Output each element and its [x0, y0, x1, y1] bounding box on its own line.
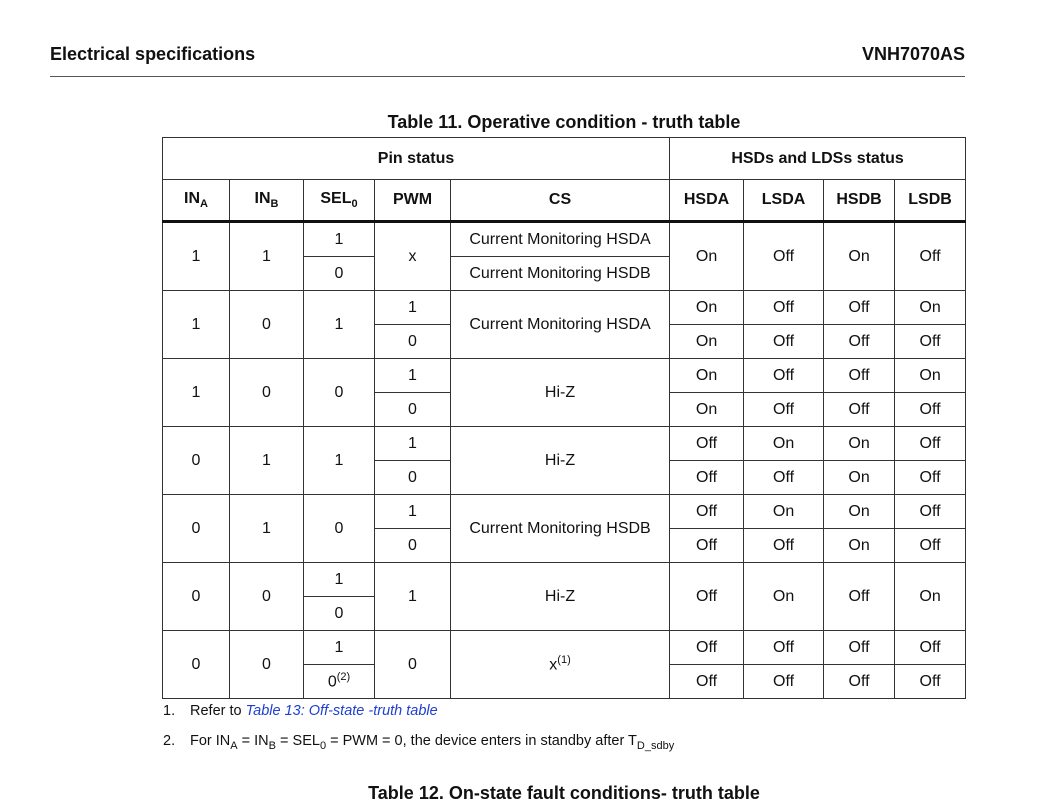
cell: 1 [304, 631, 375, 665]
cell: x [375, 222, 451, 291]
cell: Off [895, 222, 966, 291]
cell: 0 [163, 563, 230, 631]
cell: 1 [304, 222, 375, 257]
cell: Off [744, 631, 824, 665]
cell: 0 [304, 359, 375, 427]
cell: Off [824, 563, 895, 631]
cell: On [744, 563, 824, 631]
col-sel: $SEL_0$ [304, 180, 375, 222]
cell: Off [895, 495, 966, 529]
table-row [163, 563, 966, 597]
col-pwm: PWM [375, 180, 451, 222]
cell: 0 [163, 631, 230, 699]
cell: 1 [230, 495, 304, 563]
cell: Off [744, 393, 824, 427]
cell: 1 [230, 222, 304, 291]
cell: On [670, 359, 744, 393]
cell: Off [744, 529, 824, 563]
cell: Off [824, 665, 895, 699]
cell: Off [895, 427, 966, 461]
cell: 0 [230, 631, 304, 699]
cell: 1 [375, 563, 451, 631]
cell: 1 [163, 222, 230, 291]
cell: Off [744, 325, 824, 359]
cell: Off [895, 325, 966, 359]
cell: On [895, 359, 966, 393]
table-13-link[interactable]: Table 13: Off-state -truth table [245, 703, 438, 719]
cell: Off [670, 427, 744, 461]
table-row [163, 495, 966, 529]
cell: Off [895, 665, 966, 699]
cell: On [895, 563, 966, 631]
cell: On [670, 325, 744, 359]
cell: On [824, 461, 895, 495]
cell: On [824, 222, 895, 291]
footnote-1: 1. Refer to Table 13: Off-state -truth table [163, 703, 438, 719]
cell: 0 [163, 427, 230, 495]
col-cs: CS [451, 180, 670, 222]
cell: Current Monitoring HSDA [451, 222, 670, 257]
cell: 0 [230, 563, 304, 631]
cell: Hi-Z [451, 427, 670, 495]
cell: On [670, 222, 744, 291]
cell: On [744, 495, 824, 529]
col-lsdb: LSDB [895, 180, 966, 222]
cell: 0 [375, 529, 451, 563]
cell: Off [670, 665, 744, 699]
cell: 0 [230, 359, 304, 427]
cell: Off [895, 393, 966, 427]
cell: 0 [375, 631, 451, 699]
cell: 0 [163, 495, 230, 563]
cell: 1 [375, 427, 451, 461]
cell: Off [824, 631, 895, 665]
cell: 0 [304, 257, 375, 291]
table-footnotes [163, 702, 674, 762]
table-row [163, 222, 966, 257]
cell: $x^{(1)}$ [451, 631, 670, 699]
table-row [163, 427, 966, 461]
cell: 0 [304, 597, 375, 631]
cell: 1 [163, 291, 230, 359]
col-inb: $IN_B$ [230, 180, 304, 222]
cell: On [744, 427, 824, 461]
col-hsda: HSDA [670, 180, 744, 222]
cell: Current Monitoring HSDB [451, 257, 670, 291]
part-number: VNH7070AS [861, 44, 965, 64]
footnote-ref-2[interactable]: (2) [336, 671, 351, 684]
cell: On [824, 529, 895, 563]
cell: On [670, 291, 744, 325]
cell: Off [670, 563, 744, 631]
cell: Off [670, 631, 744, 665]
column-header-row [163, 180, 966, 222]
cell: 0 [375, 461, 451, 495]
cell: 1 [304, 563, 375, 597]
cell: On [895, 291, 966, 325]
table-row [163, 291, 966, 325]
cell: Off [824, 325, 895, 359]
cell: 1 [375, 359, 451, 393]
driver-status-header: HSDs and LDSs status [670, 138, 966, 180]
cell: Hi-Z [451, 563, 670, 631]
cell: 0 [230, 291, 304, 359]
cell: Current Monitoring HSDA [451, 291, 670, 359]
cell: 1 [163, 359, 230, 427]
cell: On [824, 495, 895, 529]
cell: Off [670, 495, 744, 529]
pin-status-header: Pin status [163, 138, 670, 180]
col-lsda: LSDA [744, 180, 824, 222]
footnote-ref-1[interactable]: (1) [557, 654, 571, 667]
cell: On [670, 393, 744, 427]
table-row [163, 631, 966, 665]
cell: Off [824, 393, 895, 427]
cell: Off [744, 665, 824, 699]
cell: Off [670, 529, 744, 563]
footnote-2: 2. For $IN_A = IN_B = SEL_0$ = PWM = 0, the device enters in standby after $T_{D\_sdby}$ [163, 733, 675, 752]
section-title: Electrical specifications [50, 44, 256, 64]
cell: Off [824, 291, 895, 325]
cell: Off [895, 461, 966, 495]
truth-table [162, 137, 966, 699]
col-hsdb: HSDB [824, 180, 895, 222]
table-11-caption: Table 11. Operative condition - truth table [387, 112, 741, 132]
cell: 1 [375, 495, 451, 529]
cell: 1 [375, 291, 451, 325]
cell: Off [744, 461, 824, 495]
cell: 1 [304, 291, 375, 359]
cell: Current Monitoring HSDB [451, 495, 670, 563]
cell: 1 [304, 427, 375, 495]
cell: 0 [304, 495, 375, 563]
cell: 0$^{(2)}$ [304, 665, 375, 699]
cell: Off [744, 359, 824, 393]
table-12-caption: Table 12. On-state fault conditions- truth table [368, 783, 760, 803]
cell: On [824, 427, 895, 461]
page-header [50, 44, 965, 77]
table-row [163, 359, 966, 393]
cell: 0 [375, 393, 451, 427]
cell: Off [824, 359, 895, 393]
cell: Off [895, 529, 966, 563]
cell: Hi-Z [451, 359, 670, 427]
cell: Off [670, 461, 744, 495]
group-header-row [163, 138, 966, 180]
cell: 1 [230, 427, 304, 495]
cell: Off [895, 631, 966, 665]
cell: 0 [375, 325, 451, 359]
cell: Off [744, 222, 824, 291]
col-ina: $IN_A$ [163, 180, 230, 222]
cell: Off [744, 291, 824, 325]
